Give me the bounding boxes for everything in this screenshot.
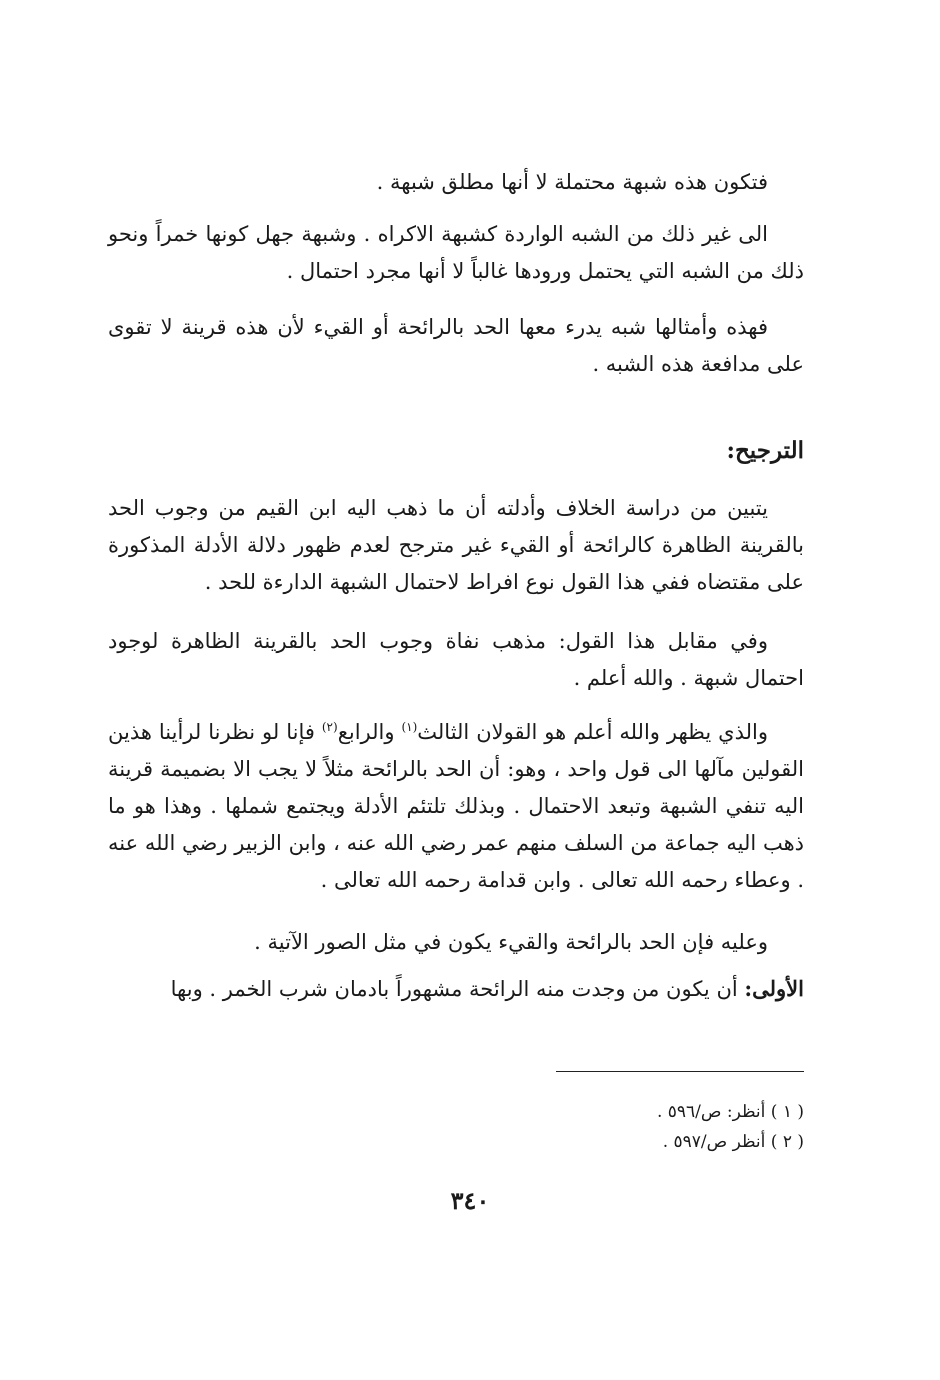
- paragraph-6: [108, 714, 804, 899]
- paragraph-5: [108, 623, 804, 697]
- footnote-1: ( ١ ) أنظر: ص/٥٩٦ .: [656, 1102, 804, 1122]
- paragraph-4-text: يتبين من دراسة الخلاف وأدلته أن ما ذهب اليه ابن القيم من وجوب الحد بالقرينة الظاهرة كالرائحة أو القيء غير مترجح لعدم ظهور دلالة الأدلة المذكورة على مقتضاه ففي هذا القول نوع افراط لاحتمال الشبهة الدارءة للحد .: [108, 496, 804, 594]
- paragraph-8: [108, 970, 804, 1008]
- paragraph-1-text: فتكون هذه شبهة محتملة لا أنها مطلق شبهة .: [376, 170, 768, 194]
- paragraph-8-text: أن يكون من وجدت منه الرائحة مشهوراً بادمان شرب الخمر . وبها: [170, 977, 745, 1001]
- paragraph-6-text-c: فإنا لو نظرنا لرأينا هذين القولين مآلها الى قول واحد ، وهو: أن الحد بالرائحة مثلاً لا يجب الا بضميمة قرينة اليه تنفي الشبهة وتبعد الاحتمال . وبذلك تلتئم الأدلة ويجتمع شملها . وهذا هو ما ذهب اليه جماعة من السلف منهم عمر رضي الله عنه ، وابن الزبير رضي الله عنه . وعطاء رحمه الله تعالى . وابن قدامة رحمه الله تعالى .: [108, 720, 804, 892]
- paragraph-7: [108, 924, 804, 961]
- paragraph-8-lead: الأولى:: [744, 976, 804, 1001]
- page-number: ٣٤٠: [450, 1186, 490, 1215]
- footnote-divider: [556, 1071, 804, 1072]
- paragraph-3-text: فهذه وأمثالها شبه يدرء معها الحد بالرائحة أو القيء لأن هذه قرينة لا تقوى على مدافعة هذه الشبه .: [108, 315, 804, 376]
- section-heading: الترجيح:: [726, 437, 804, 464]
- footnote-ref-1[interactable]: (١): [401, 720, 418, 734]
- paragraph-2: [108, 216, 804, 290]
- paragraph-6-text-b: والرابع: [337, 720, 402, 744]
- paragraph-6-text-a: والذي يظهر والله أعلم هو القولان الثالث: [417, 720, 768, 744]
- paragraph-4: [108, 490, 804, 601]
- paragraph-7-text: وعليه فإن الحد بالرائحة والقيء يكون في مثل الصور الآتية .: [254, 930, 768, 954]
- footnote-ref-2[interactable]: (٢): [321, 720, 338, 734]
- footnote-2: ( ٢ ) أنظر ص/٥٩٧ .: [662, 1132, 804, 1152]
- paragraph-2-text: الى غير ذلك من الشبه الواردة كشبهة الاكراه . وشبهة جهل كونها خمراً ونحو ذلك من الشبه التي يحتمل ورودها غالباً لا أنها مجرد احتمال .: [108, 222, 804, 283]
- paragraph-5-text: وفي مقابل هذا القول: مذهب نفاة وجوب الحد بالقرينة الظاهرة لوجود احتمال شبهة . والله أعلم .: [108, 629, 804, 690]
- paragraph-3: [108, 309, 804, 383]
- paragraph-1: [108, 164, 804, 201]
